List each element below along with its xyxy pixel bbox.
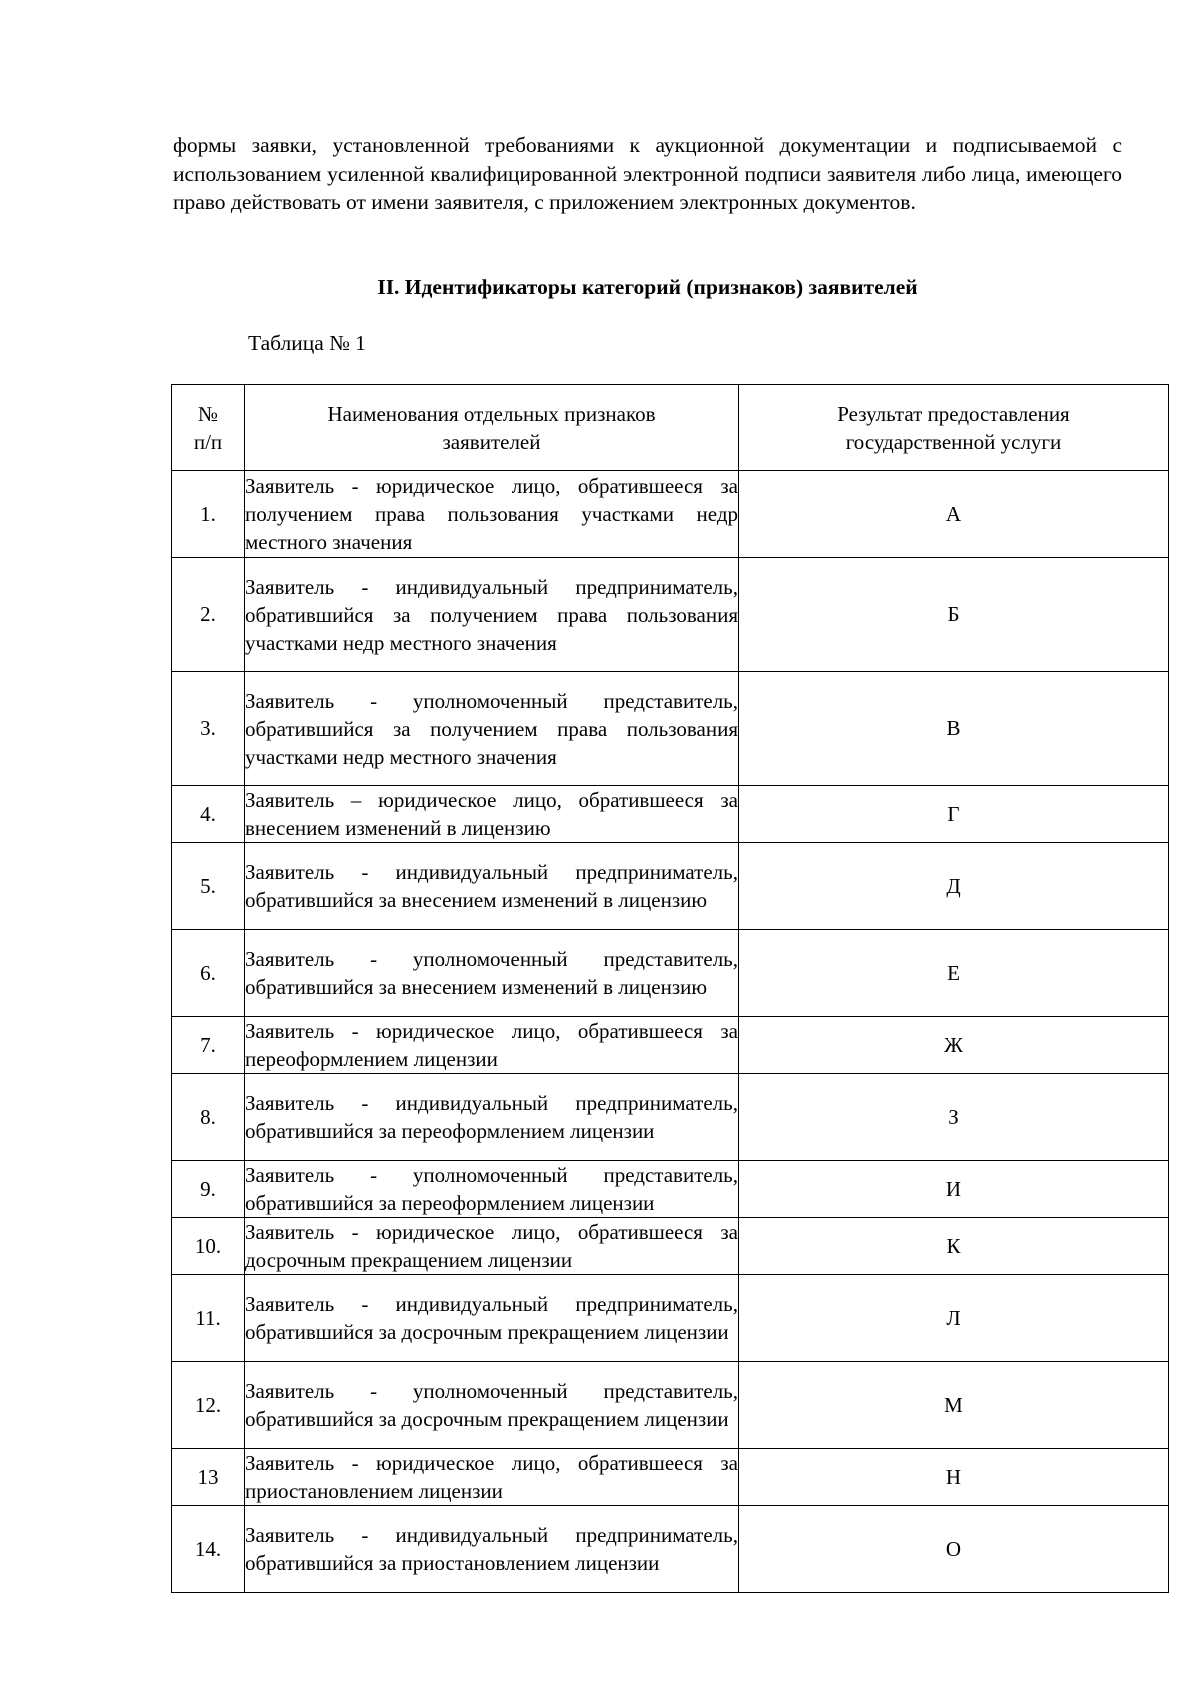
row-number: 1. [172,471,245,558]
table-row [172,1017,1169,1074]
row-result-code: И [739,1161,1169,1218]
row-result-code: З [739,1074,1169,1161]
table-row [172,930,1169,1017]
section-title: II. Идентификаторы категорий (признаков) заявителей [377,275,918,299]
table-row [172,1449,1169,1506]
row-result-code: Д [739,843,1169,930]
row-number: 2. [172,558,245,672]
table-caption: Таблица № 1 [248,331,366,355]
table-row [172,1275,1169,1362]
row-criteria: Заявитель – юридическое лицо, обратившееся за внесением изменений в лицензию [245,786,739,843]
row-result-code: К [739,1218,1169,1275]
row-criteria: Заявитель - индивидуальный предприниматель, обратившийся за приостановлением лицензии [245,1506,739,1593]
row-number: 13 [172,1449,245,1506]
row-result-code: А [739,471,1169,558]
row-number: 11. [172,1275,245,1362]
row-criteria: Заявитель - уполномоченный представитель, обратившийся за получением права пользования участками недр местного значения [245,672,739,786]
row-criteria: Заявитель - уполномоченный представитель, обратившийся за внесением изменений в лицензию [245,930,739,1017]
table-row [172,1161,1169,1218]
row-result-code: Г [739,786,1169,843]
row-number: 8. [172,1074,245,1161]
row-criteria: Заявитель - юридическое лицо, обратившееся за переоформлением лицензии [245,1017,739,1074]
row-number: 9. [172,1161,245,1218]
row-criteria: Заявитель - юридическое лицо, обратившееся за получением права пользования участками недр местного значения [245,471,739,558]
row-result-code: Л [739,1275,1169,1362]
table-row [172,843,1169,930]
row-criteria: Заявитель - индивидуальный предприниматель, обратившийся за получением права пользования участками недр местного значения [245,558,739,672]
table-row [172,1074,1169,1161]
intro-paragraph: формы заявки, установленной требованиями к аукционной документации и подписываемой с использованием усиленной квалифицированной электронной подписи заявителя либо лица, имеющего право действовать от имени заявителя, с приложением электронных документов. [173,133,1122,214]
table-row [172,786,1169,843]
row-number: 14. [172,1506,245,1593]
row-result-code: Ж [739,1017,1169,1074]
row-number: 10. [172,1218,245,1275]
row-result-code: Н [739,1449,1169,1506]
row-criteria: Заявитель - юридическое лицо, обратившееся за досрочным прекращением лицензии [245,1218,739,1275]
row-criteria: Заявитель - индивидуальный предприниматель, обратившийся за внесением изменений в лицензию [245,843,739,930]
row-result-code: О [739,1506,1169,1593]
row-criteria: Заявитель - юридическое лицо, обратившееся за приостановлением лицензии [245,1449,739,1506]
row-number: 3. [172,672,245,786]
header-result [739,385,1169,471]
table-row [172,1362,1169,1449]
header-criteria [245,385,739,471]
table-row [172,471,1169,558]
applicant-categories-table [171,384,1169,1593]
row-number: 5. [172,843,245,930]
row-result-code: М [739,1362,1169,1449]
row-criteria: Заявитель - уполномоченный представитель, обратившийся за досрочным прекращением лицензии [245,1362,739,1449]
table-body [172,471,1169,1593]
header-number [172,385,245,471]
row-criteria: Заявитель - уполномоченный представитель, обратившийся за переоформлением лицензии [245,1161,739,1218]
header-criteria-text: Наименования отдельных признаков заявителей [327,401,656,454]
table-row [172,558,1169,672]
row-number: 12. [172,1362,245,1449]
row-result-code: Е [739,930,1169,1017]
header-number-line2: п/п [193,429,223,454]
row-criteria: Заявитель - индивидуальный предприниматель, обратившийся за переоформлением лицензии [245,1074,739,1161]
table-row [172,1218,1169,1275]
table-header-row [172,385,1169,471]
row-number: 4. [172,786,245,843]
row-number: 7. [172,1017,245,1074]
table-row [172,672,1169,786]
row-number: 6. [172,930,245,1017]
row-result-code: В [739,672,1169,786]
row-result-code: Б [739,558,1169,672]
header-result-text: Результат предоставления государственной услуги [837,401,1070,454]
row-criteria: Заявитель - индивидуальный предприниматель, обратившийся за досрочным прекращением лицензии [245,1275,739,1362]
header-number-line1: № [197,401,219,426]
table-row [172,1506,1169,1593]
